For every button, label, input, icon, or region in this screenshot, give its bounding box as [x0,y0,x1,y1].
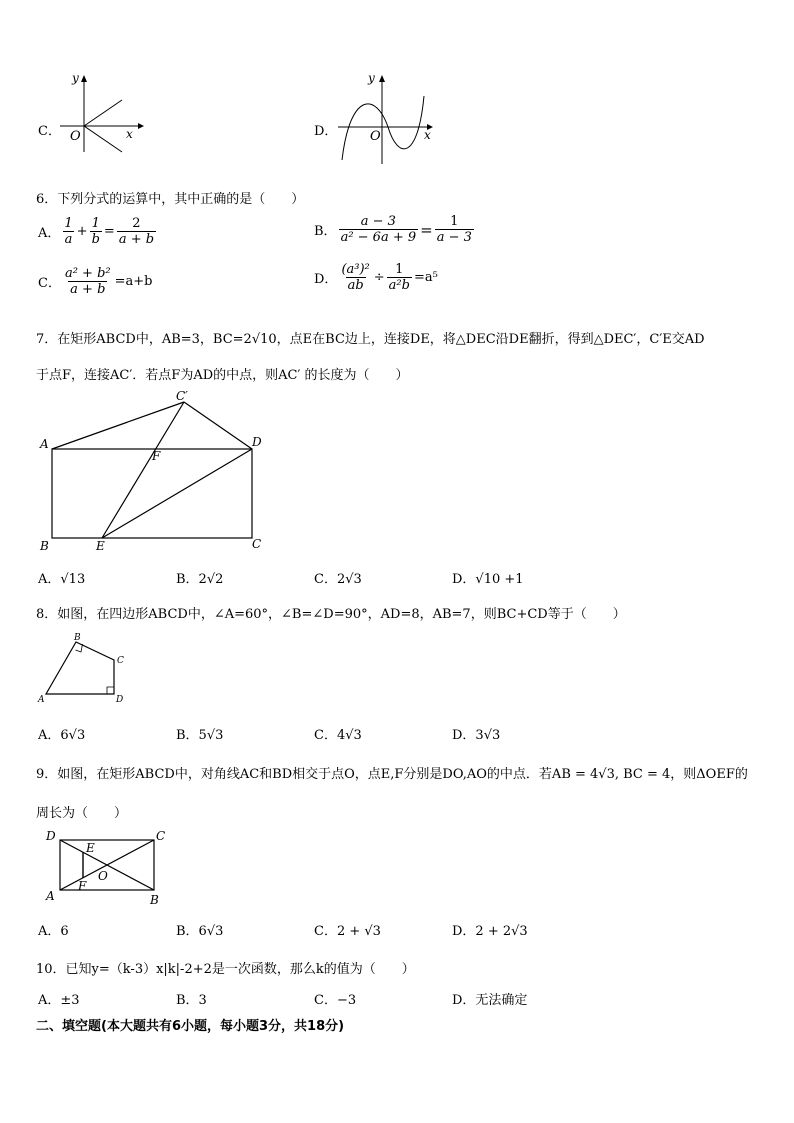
q7-label-c: C [252,537,262,551]
q9-option-a: A．6 [38,924,69,939]
q8-label-c: C [117,656,124,666]
q10-option-b: B．3 [176,993,207,1008]
q8-option-c: C．4√3 [314,728,362,743]
q9-label-f: F [78,879,87,893]
section-2-heading: 二、填空题(本大题共有6小题，每小题3分，共18分) [36,1019,345,1034]
q8-label-d: D [116,695,124,705]
q8-stem: 8．如图，在四边形ABCD中，∠A=60°，∠B=∠D=90°，AD=8，AB=7，则BC+CD等于（ ） [36,607,626,622]
q6-option-a: A． $\frac{1}{a}$ + $\frac{1}{b}$ = $\frac{2}{a + b}$ [38,216,155,247]
q8-figure [36,630,136,706]
q9-label-o: O [98,869,108,883]
q7-option-d: D．√10 +1 [452,572,524,587]
q9-label-c: C [156,829,166,843]
q9-label-b: B [150,893,159,906]
q7-label-f: F [152,449,161,463]
q10-option-a: A．±3 [38,993,80,1008]
q7-option-b: B．2√2 [176,572,224,587]
q7-option-c: C．2√3 [314,572,362,587]
q9-option-c: C．2 + √3 [314,924,381,939]
q5c-y-label: y [72,72,79,85]
q7-label-c-prime: C′ [176,389,188,403]
q9-figure [40,824,172,906]
q9-stem-line2: 周长为（ ） [36,806,128,821]
q7-stem-line2: 于点F，连接AC′．若点F为AD的中点，则AC′ 的长度为（ ） [36,368,409,383]
q5d-origin-label: O [370,129,381,144]
q6-option-d: D． $\frac{\text{(a³)²}}{ab}$ ÷ $\frac{1}{\text{a²b}}$ =a⁵ [314,262,438,293]
q5-option-d-label: D． [314,124,338,139]
q6-stem: 6．下列分式的运算中，其中正确的是（ ） [36,192,305,207]
q10-option-d: D．无法确定 [452,993,528,1008]
q7-label-e: E [96,539,105,553]
q10-stem: 10．已知y=（k-3）x|k|-2+2是一次函数，那么k的值为（ ） [36,962,415,977]
q8-option-b: B．5√3 [176,728,224,743]
q7-label-b: B [40,539,49,553]
q9-label-e: E [86,841,95,855]
q9-option-b: B．6√3 [176,924,224,939]
q5d-x-label: x [424,128,431,142]
q9-label-d: D [46,829,56,843]
q5d-y-label: y [368,72,375,85]
q8-option-d: D．3√3 [452,728,501,743]
q9-option-d: D．2 + 2√3 [452,924,528,939]
q8-option-a: A．6√3 [38,728,86,743]
q5c-origin-label: O [70,129,81,144]
q5c-x-label: x [126,127,133,141]
q5-option-c-label: C． [38,124,61,139]
q10-option-c: C．−3 [314,993,357,1008]
q7-label-a: A [40,437,49,451]
q6-option-c: C． $\frac{\text{a² + b²}}{a + b}$ =a+b [38,266,153,297]
q7-option-a: A．√13 [38,572,86,587]
q5-option-d-graph [336,72,436,166]
q7-label-d: D [252,435,262,449]
q6-option-b: B． $\frac{a - 3}{\text{a² − 6a + 9}}$ = $\frac{1}{a - 3}$ [314,214,472,245]
q5-option-c-graph [58,72,148,154]
q8-label-b: B [74,633,81,643]
q9-stem-line1: 9．如图，在矩形ABCD中，对角线AC和BD相交于点O，点E,F分别是DO,AO的中点．若AB = 4√3, BC = 4，则ΔOEF的 [36,767,748,782]
q7-stem-line1: 7．在矩形ABCD中，AB=3，BC=2√10，点E在BC边上，连接DE，将△DEC沿DE翻折，得到△DEC′，C′E交AD [36,332,705,347]
q9-label-a: A [46,889,55,903]
q8-label-a: A [38,695,45,705]
q7-figure [36,388,276,556]
